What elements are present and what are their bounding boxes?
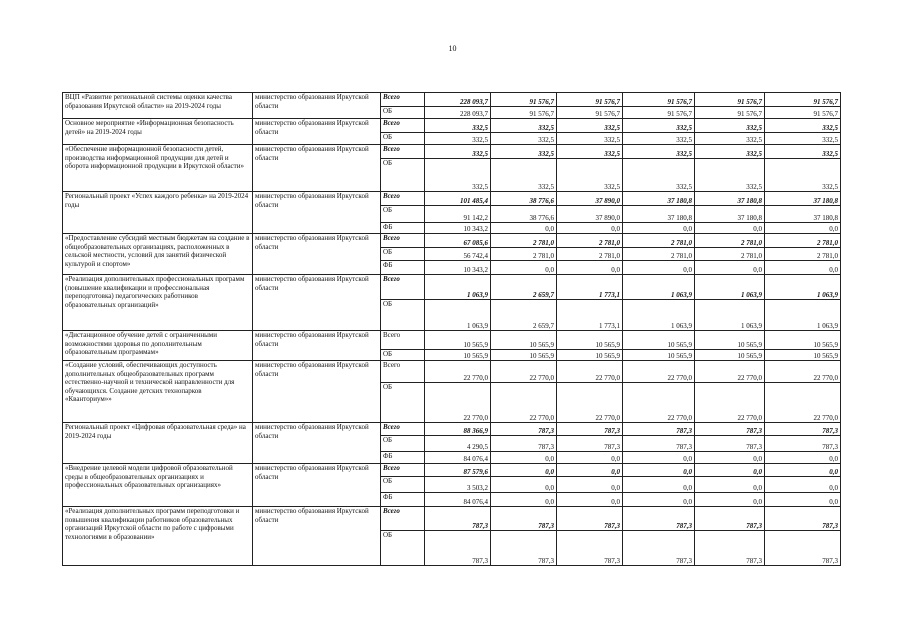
amount-cell: 787,3: [623, 531, 695, 566]
amount-cell: 787,3: [695, 507, 765, 531]
amount-cell: 332,5: [491, 159, 557, 192]
amount-cell: 0,0: [557, 464, 623, 477]
amount-cell: 0,0: [765, 477, 841, 493]
amount-cell: 787,3: [765, 531, 841, 566]
table-row: [63, 464, 841, 477]
amount-cell: 10 565,9: [491, 331, 557, 350]
table-row: [63, 93, 841, 107]
executor: министерство образования Иркутской области: [253, 192, 381, 234]
funding-source: ОБ: [381, 531, 425, 566]
table-row: [63, 145, 841, 159]
amount-cell: 91 576,7: [765, 93, 841, 107]
funding-source: ОБ: [381, 436, 425, 452]
executor: министерство образования Иркутской области: [253, 507, 381, 566]
funding-source: ОБ: [381, 350, 425, 361]
amount-cell: 10 565,9: [623, 331, 695, 350]
amount-cell: 37 180,8: [623, 192, 695, 206]
amount-cell: 67 085,6: [425, 234, 491, 248]
amount-cell: 22 770,0: [695, 361, 765, 383]
amount-cell: 0,0: [695, 477, 765, 493]
amount-cell: 2 781,0: [695, 248, 765, 261]
funding-source: Всего: [381, 93, 425, 107]
amount-cell: 787,3: [557, 436, 623, 452]
amount-cell: 0,0: [695, 261, 765, 275]
table-row: [63, 234, 841, 248]
amount-cell: 332,5: [623, 159, 695, 192]
amount-cell: 22 770,0: [491, 383, 557, 423]
amount-cell: 1 063,9: [695, 300, 765, 331]
amount-cell: 1 063,9: [425, 275, 491, 300]
amount-cell: 22 770,0: [623, 383, 695, 423]
amount-cell: 0,0: [623, 223, 695, 234]
amount-cell: 228 093,7: [425, 93, 491, 107]
funding-source: Всего: [381, 234, 425, 248]
amount-cell: 56 742,4: [425, 248, 491, 261]
amount-cell: 332,5: [695, 119, 765, 133]
activity-name: Региональный проект «Цифровая образовательная среда» на 2019-2024 годы: [63, 423, 253, 464]
amount-cell: 0,0: [765, 452, 841, 464]
amount-cell: 2 781,0: [765, 234, 841, 248]
funding-source: ОБ: [381, 477, 425, 493]
amount-cell: 10 343,2: [425, 261, 491, 275]
amount-cell: 787,3: [557, 423, 623, 436]
activity-name: «Реализация дополнительных программ переподготовки и повышения квалификации работников образовательных организаций Иркутской области по работе с цифровыми технологиями в образовании»: [63, 507, 253, 566]
amount-cell: 332,5: [557, 119, 623, 133]
amount-cell: 10 565,9: [557, 331, 623, 350]
amount-cell: 84 076,4: [425, 452, 491, 464]
funding-source: Всего: [381, 507, 425, 531]
amount-cell: 22 770,0: [491, 361, 557, 383]
executor: министерство образования Иркутской области: [253, 361, 381, 423]
amount-cell: 22 770,0: [557, 383, 623, 423]
amount-cell: 10 565,9: [623, 350, 695, 361]
amount-cell: 22 770,0: [425, 383, 491, 423]
activity-name: «Реализация дополнительных профессиональных программ (повышение квалификации и профессиональная переподготовка) педагогических работников образовательных организаций»: [63, 275, 253, 331]
amount-cell: 0,0: [695, 464, 765, 477]
amount-cell: 0,0: [491, 452, 557, 464]
amount-cell: 787,3: [623, 507, 695, 531]
amount-cell: 332,5: [765, 133, 841, 145]
amount-cell: 1 063,9: [425, 300, 491, 331]
amount-cell: 84 076,4: [425, 493, 491, 507]
amount-cell: 332,5: [765, 145, 841, 159]
amount-cell: 787,3: [623, 436, 695, 452]
amount-cell: 332,5: [557, 133, 623, 145]
amount-cell: 332,5: [765, 119, 841, 133]
amount-cell: 10 565,9: [695, 350, 765, 361]
funding-source: ОБ: [381, 300, 425, 331]
amount-cell: 91 576,7: [623, 107, 695, 119]
amount-cell: 22 770,0: [765, 383, 841, 423]
amount-cell: 37 890,0: [557, 206, 623, 223]
executor: министерство образования Иркутской области: [253, 119, 381, 145]
amount-cell: 0,0: [557, 477, 623, 493]
funding-source: ФБ: [381, 261, 425, 275]
amount-cell: 332,5: [623, 133, 695, 145]
amount-cell: 1 063,9: [765, 275, 841, 300]
amount-cell: 0,0: [695, 493, 765, 507]
funding-source: Всего: [381, 119, 425, 133]
amount-cell: 0,0: [557, 223, 623, 234]
amount-cell: 0,0: [623, 452, 695, 464]
amount-cell: 3 503,2: [425, 477, 491, 493]
funding-source: ФБ: [381, 223, 425, 234]
amount-cell: 37 180,8: [695, 192, 765, 206]
amount-cell: 0,0: [765, 223, 841, 234]
amount-cell: 22 770,0: [695, 383, 765, 423]
amount-cell: 787,3: [491, 423, 557, 436]
amount-cell: 2 781,0: [765, 248, 841, 261]
amount-cell: 37 890,0: [557, 192, 623, 206]
amount-cell: 10 565,9: [491, 350, 557, 361]
amount-cell: 787,3: [557, 531, 623, 566]
amount-cell: 37 180,8: [765, 206, 841, 223]
amount-cell: 332,5: [695, 145, 765, 159]
amount-cell: 38 776,6: [491, 192, 557, 206]
amount-cell: 332,5: [695, 133, 765, 145]
amount-cell: 91 576,7: [491, 107, 557, 119]
funding-source: ОБ: [381, 159, 425, 192]
amount-cell: 0,0: [695, 452, 765, 464]
amount-cell: 787,3: [765, 507, 841, 531]
amount-cell: 787,3: [623, 423, 695, 436]
amount-cell: 22 770,0: [765, 361, 841, 383]
executor: министерство образования Иркутской области: [253, 275, 381, 331]
table-row: [63, 275, 841, 300]
amount-cell: 10 565,9: [425, 331, 491, 350]
amount-cell: 4 290,5: [425, 436, 491, 452]
amount-cell: 2 781,0: [491, 234, 557, 248]
amount-cell: 332,5: [623, 145, 695, 159]
amount-cell: 37 180,8: [695, 206, 765, 223]
amount-cell: 91 576,7: [557, 93, 623, 107]
amount-cell: 2 781,0: [491, 248, 557, 261]
executor: министерство образования Иркутской области: [253, 331, 381, 361]
funding-source: Всего: [381, 423, 425, 436]
amount-cell: 332,5: [557, 159, 623, 192]
funding-source: ОБ: [381, 107, 425, 119]
amount-cell: 91 576,7: [765, 107, 841, 119]
table-row: [63, 361, 841, 383]
amount-cell: 10 343,2: [425, 223, 491, 234]
amount-cell: 1 063,9: [623, 300, 695, 331]
amount-cell: 10 565,9: [557, 350, 623, 361]
activity-name: Основное мероприятие «Информационная безопасность детей» на 2019-2024 годы: [63, 119, 253, 145]
amount-cell: 332,5: [425, 159, 491, 192]
amount-cell: 0,0: [623, 493, 695, 507]
amount-cell: 332,5: [491, 119, 557, 133]
amount-cell: 91 576,7: [623, 93, 695, 107]
amount-cell: 22 770,0: [557, 361, 623, 383]
amount-cell: 332,5: [695, 159, 765, 192]
amount-cell: 332,5: [491, 145, 557, 159]
amount-cell: 2 781,0: [557, 234, 623, 248]
amount-cell: 0,0: [623, 477, 695, 493]
amount-cell: 787,3: [557, 507, 623, 531]
amount-cell: 0,0: [491, 493, 557, 507]
funding-source: Всего: [381, 145, 425, 159]
amount-cell: 332,5: [425, 133, 491, 145]
amount-cell: 332,5: [425, 145, 491, 159]
funding-source: Всего: [381, 331, 425, 350]
table-row: [63, 423, 841, 436]
activity-name: Региональный проект «Успех каждого ребенка» на 2019-2024 годы: [63, 192, 253, 234]
amount-cell: 787,3: [695, 436, 765, 452]
amount-cell: 332,5: [557, 145, 623, 159]
amount-cell: 332,5: [425, 119, 491, 133]
amount-cell: 228 093,7: [425, 107, 491, 119]
amount-cell: 0,0: [765, 493, 841, 507]
funding-source: ОБ: [381, 133, 425, 145]
activity-name: «Создание условий, обеспечивающих доступность дополнительных общеобразовательных программ естественно-научной и технической направленности для обучающихся. Создание детских технопарков «Кванториум»»: [63, 361, 253, 423]
amount-cell: 787,3: [695, 423, 765, 436]
amount-cell: 787,3: [491, 436, 557, 452]
table-row: [63, 119, 841, 133]
funding-source: Всего: [381, 275, 425, 300]
amount-cell: 10 565,9: [765, 350, 841, 361]
executor: министерство образования Иркутской области: [253, 464, 381, 507]
amount-cell: 787,3: [491, 531, 557, 566]
table-row: [63, 507, 841, 531]
amount-cell: 22 770,0: [425, 361, 491, 383]
amount-cell: 332,5: [623, 119, 695, 133]
amount-cell: 91 576,7: [491, 93, 557, 107]
amount-cell: 2 781,0: [623, 234, 695, 248]
amount-cell: 0,0: [623, 261, 695, 275]
amount-cell: 37 180,8: [623, 206, 695, 223]
amount-cell: 787,3: [491, 507, 557, 531]
amount-cell: 1 063,9: [695, 275, 765, 300]
executor: министерство образования Иркутской области: [253, 145, 381, 192]
amount-cell: 1 773,1: [557, 300, 623, 331]
amount-cell: 1 773,1: [557, 275, 623, 300]
amount-cell: 787,3: [425, 531, 491, 566]
amount-cell: 332,5: [491, 133, 557, 145]
funding-source: ФБ: [381, 493, 425, 507]
executor: министерство образования Иркутской области: [253, 423, 381, 464]
amount-cell: 0,0: [557, 452, 623, 464]
amount-cell: 0,0: [623, 464, 695, 477]
funding-source: Всего: [381, 464, 425, 477]
activity-name: «Дистанционное обучение детей с ограниченными возможностями здоровья по дополнительным образовательным программам»: [63, 331, 253, 361]
amount-cell: 10 565,9: [765, 331, 841, 350]
amount-cell: 91 142,2: [425, 206, 491, 223]
budget-table: [62, 92, 841, 566]
amount-cell: 0,0: [765, 261, 841, 275]
amount-cell: 10 565,9: [425, 350, 491, 361]
amount-cell: 38 776,6: [491, 206, 557, 223]
funding-source: ФБ: [381, 452, 425, 464]
amount-cell: 37 180,8: [765, 192, 841, 206]
amount-cell: 0,0: [557, 493, 623, 507]
table-row: [63, 192, 841, 206]
page-number: 10: [448, 44, 457, 53]
activity-name: «Внедрение целевой модели цифровой образовательной среды в общеобразовательных организациях и профессиональных образовательных организациях»: [63, 464, 253, 507]
amount-cell: 2 781,0: [695, 234, 765, 248]
amount-cell: 0,0: [557, 261, 623, 275]
executor: министерство образования Иркутской области: [253, 234, 381, 275]
amount-cell: 91 576,7: [695, 93, 765, 107]
activity-name: ВЦП «Развитие региональной системы оценки качества образования Иркутской области» на 2019-2024 годы: [63, 93, 253, 119]
amount-cell: 1 063,9: [623, 275, 695, 300]
amount-cell: 87 579,6: [425, 464, 491, 477]
amount-cell: 0,0: [491, 261, 557, 275]
amount-cell: 332,5: [765, 159, 841, 192]
amount-cell: 0,0: [491, 477, 557, 493]
amount-cell: 0,0: [695, 223, 765, 234]
amount-cell: 91 576,7: [557, 107, 623, 119]
amount-cell: 787,3: [425, 507, 491, 531]
amount-cell: 101 485,4: [425, 192, 491, 206]
amount-cell: 787,3: [765, 423, 841, 436]
activity-name: «Предоставление субсидий местным бюджетам на создание в общеобразовательных организациях, расположенных в сельской местности, условий для занятий физической культурой и спортом»: [63, 234, 253, 275]
amount-cell: 0,0: [765, 464, 841, 477]
amount-cell: 22 770,0: [623, 361, 695, 383]
amount-cell: 2 781,0: [623, 248, 695, 261]
amount-cell: 0,0: [491, 464, 557, 477]
amount-cell: 2 659,7: [491, 275, 557, 300]
amount-cell: 1 063,9: [765, 300, 841, 331]
amount-cell: 0,0: [491, 223, 557, 234]
amount-cell: 91 576,7: [695, 107, 765, 119]
funding-source: ОБ: [381, 248, 425, 261]
amount-cell: 2 781,0: [557, 248, 623, 261]
amount-cell: 787,3: [765, 436, 841, 452]
amount-cell: 88 366,9: [425, 423, 491, 436]
amount-cell: 787,3: [695, 531, 765, 566]
funding-source: ОБ: [381, 206, 425, 223]
funding-source: ОБ: [381, 383, 425, 423]
amount-cell: 2 659,7: [491, 300, 557, 331]
executor: министерство образования Иркутской области: [253, 93, 381, 119]
funding-source: Всего: [381, 192, 425, 206]
funding-source: Всего: [381, 361, 425, 383]
table-row: [63, 331, 841, 350]
activity-name: «Обеспечение информационной безопасности детей, производства информационной продукции для детей и оборота информационной продукции в Иркутской области»: [63, 145, 253, 192]
amount-cell: 10 565,9: [695, 331, 765, 350]
